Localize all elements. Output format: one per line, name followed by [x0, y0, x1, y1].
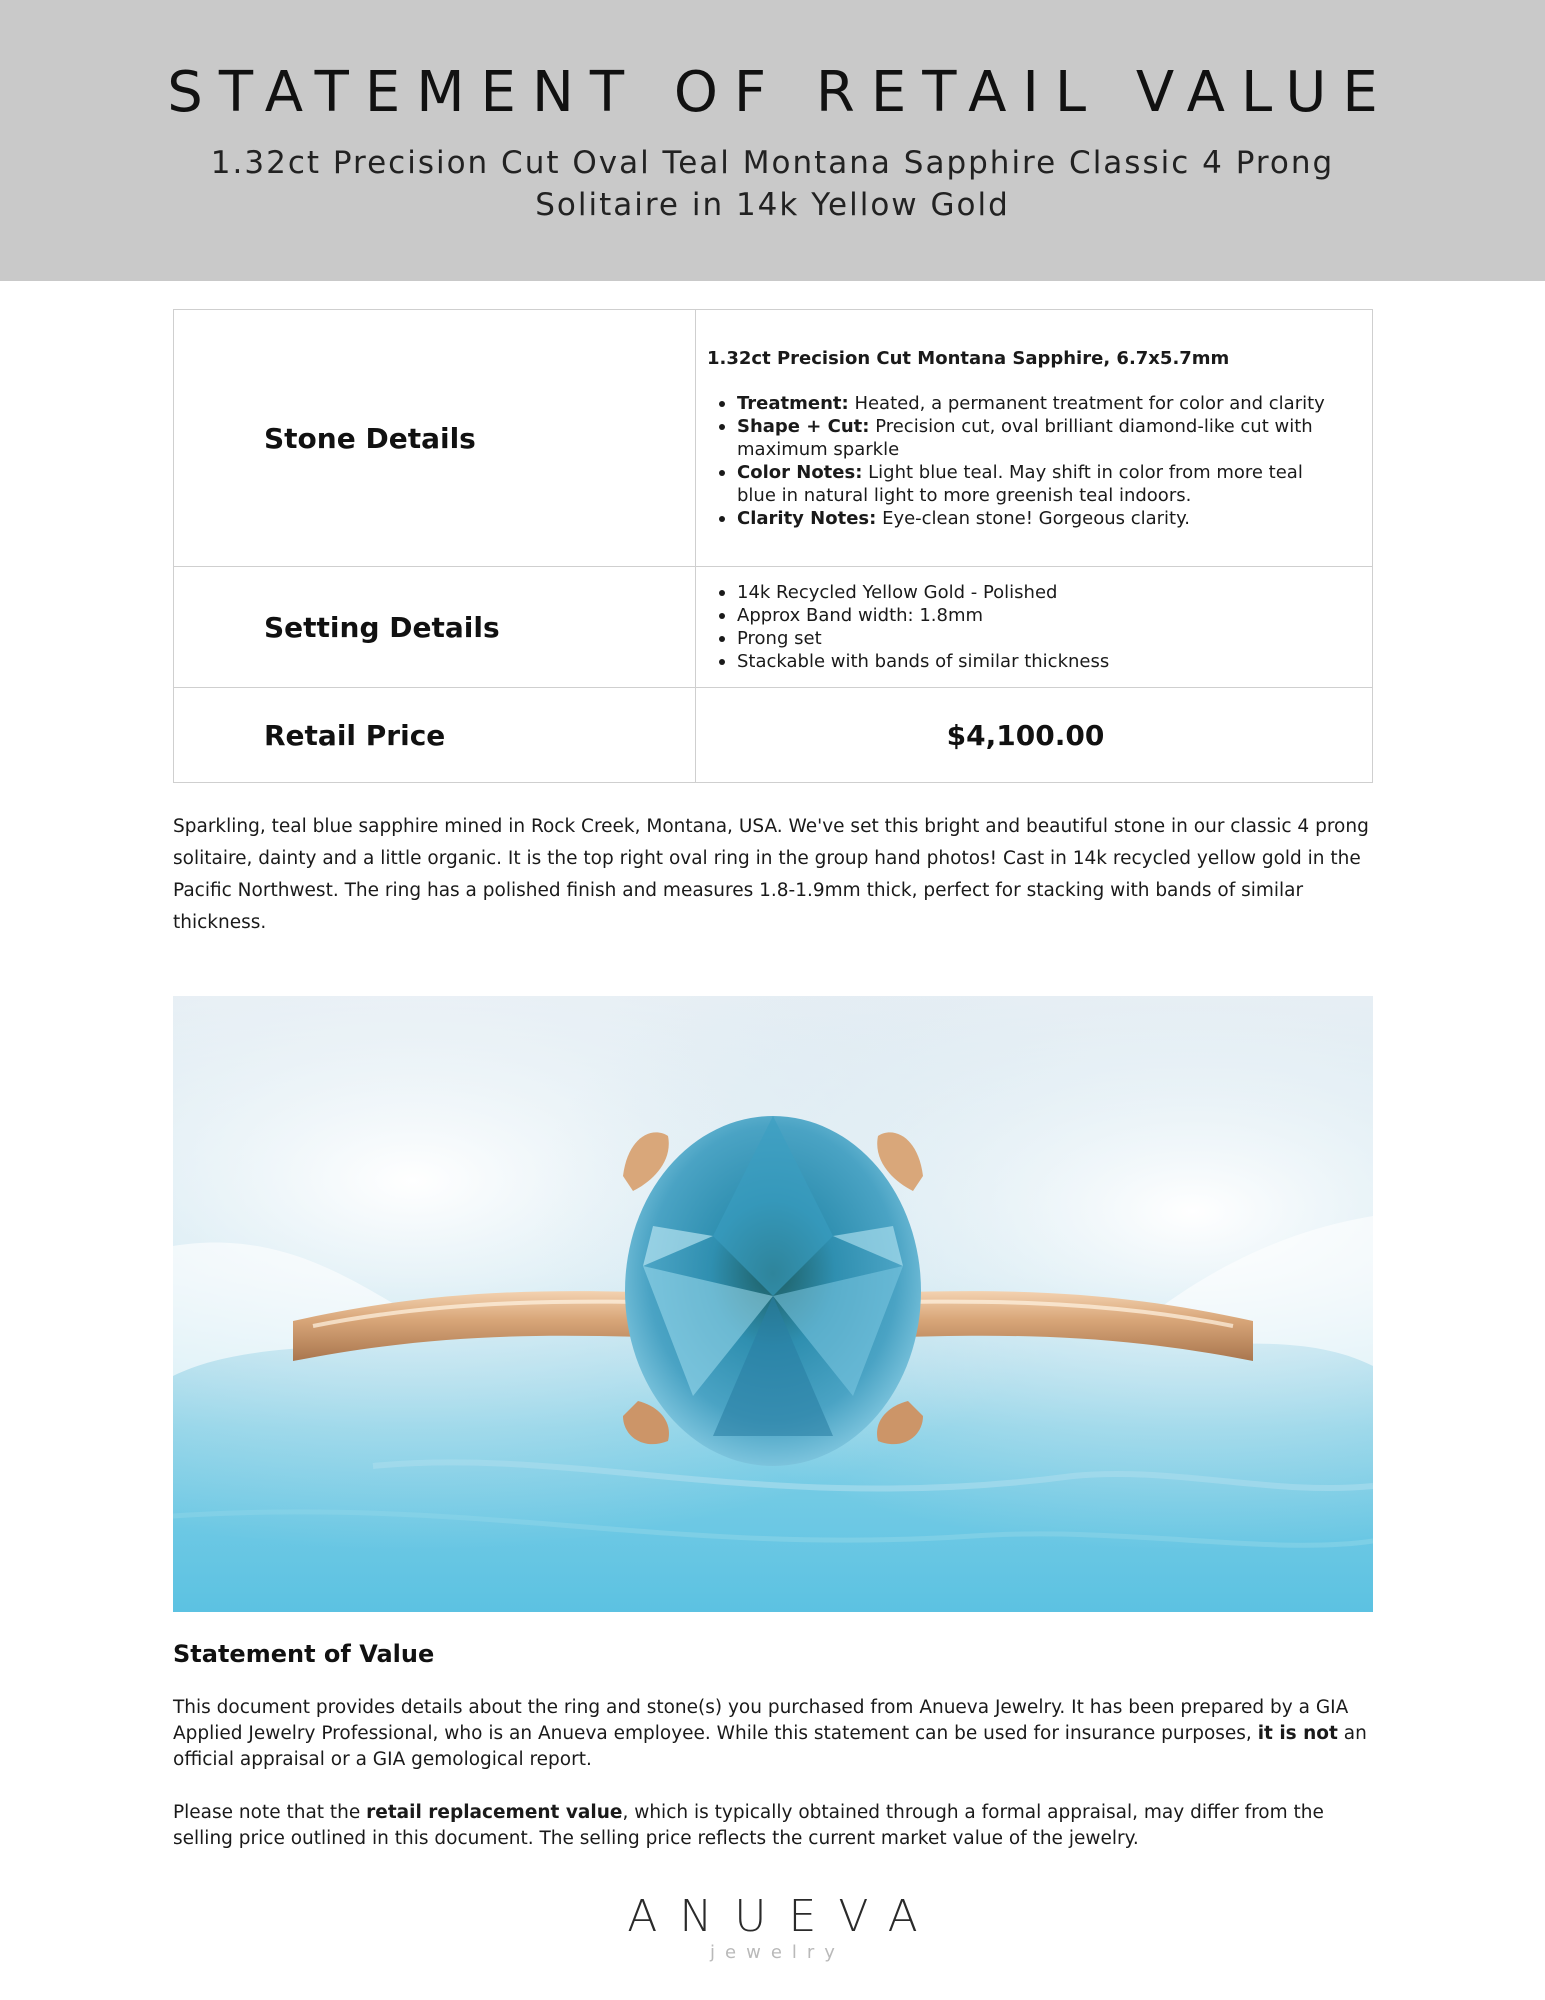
bullet-text: Light blue teal. May shift in color from more teal blue in natural light to more greenish teal indoors. — [737, 461, 1303, 506]
ring-photo-illustration — [173, 996, 1373, 1612]
stone-bullets — [707, 392, 1344, 530]
stone-bullet-color — [737, 461, 1344, 507]
bullet-key: Treatment: — [737, 392, 849, 414]
setting-bullets — [707, 581, 1344, 673]
statement-heading: Statement of Value — [173, 1640, 435, 1668]
header-band — [0, 0, 1545, 281]
statement-emphasis: it is not — [1257, 1723, 1338, 1744]
document-subtitle: 1.32ct Precision Cut Oval Teal Montana Sapphire Classic 4 Prong Solitaire in 14k Yellow Gold — [210, 145, 1335, 223]
product-description: Sparkling, teal blue sapphire mined in Rock Creek, Montana, USA. We've set this bright and beautiful stone in our classic 4 prong solitaire, dainty and a little organic. It is the top right oval ring in the group hand photos! Cast in 14k recycled yellow gold in the Pacific Northwest. The ring has a polished finish and measures 1.8-1.9mm thick, perfect for stacking with bands of similar thickness. — [173, 816, 1369, 933]
setting-details-value — [696, 567, 1373, 688]
retail-price-row — [174, 688, 1373, 783]
bullet-text: Heated, a permanent treatment for color and clarity — [848, 392, 1325, 414]
statement-paragraph-2 — [173, 1800, 1373, 1852]
bullet-text: Precision cut, oval brilliant diamond-like cut with maximum sparkle — [737, 415, 1313, 460]
bullet-text: Eye-clean stone! Gorgeous clarity. — [876, 507, 1190, 529]
setting-bullet: 14k Recycled Yellow Gold - Polished — [737, 581, 1344, 604]
logo-wordmark: ANUEVA — [627, 1891, 940, 1942]
product-photo — [173, 996, 1373, 1612]
retail-price-cell — [696, 688, 1373, 783]
setting-bullet: Prong set — [737, 627, 1344, 650]
anueva-logo — [0, 1892, 1545, 1964]
statement-text: an official appraisal or a GIA gemological report. — [173, 1723, 1367, 1770]
details-table — [173, 309, 1373, 783]
setting-details-row — [174, 567, 1373, 688]
setting-bullet: Stackable with bands of similar thickness — [737, 650, 1344, 673]
statement-paragraph-1 — [173, 1695, 1373, 1773]
stone-heading: 1.32ct Precision Cut Montana Sapphire, 6.7x5.7mm — [707, 347, 1230, 369]
statement-emphasis: retail replacement value — [366, 1802, 623, 1823]
bullet-key: Clarity Notes: — [737, 507, 877, 529]
stone-bullet-shape — [737, 415, 1344, 461]
stone-bullet-clarity — [737, 507, 1344, 530]
setting-bullet: Approx Band width: 1.8mm — [737, 604, 1344, 627]
setting-details-label: Setting Details — [174, 567, 696, 688]
logo-tagline: jewelry — [710, 1942, 845, 1963]
stone-bullet-treatment — [737, 392, 1344, 415]
bullet-key: Color Notes: — [737, 461, 863, 483]
retail-price-value: $4,100.00 — [946, 718, 1105, 752]
statement-text: This document provides details about the ring and stone(s) you purchased from Anueva Jewelry. It has been prepared by a GIA Applied Jewelry Professional, who is an Anueva employee. While this statement can be used for insurance purposes, — [173, 1697, 1349, 1744]
retail-price-label: Retail Price — [174, 688, 696, 783]
stone-details-label: Stone Details — [174, 310, 696, 567]
stone-details-value — [696, 310, 1373, 567]
bullet-key: Shape + Cut: — [737, 415, 870, 437]
stone-details-row — [174, 310, 1373, 567]
statement-text: , which is typically obtained through a formal appraisal, may differ from the selling price outlined in this document. The selling price reflects the current market value of the jewelry. — [173, 1802, 1324, 1849]
document-title: STATEMENT OF RETAIL VALUE — [167, 60, 1394, 125]
statement-text: Please note that the — [173, 1802, 367, 1823]
